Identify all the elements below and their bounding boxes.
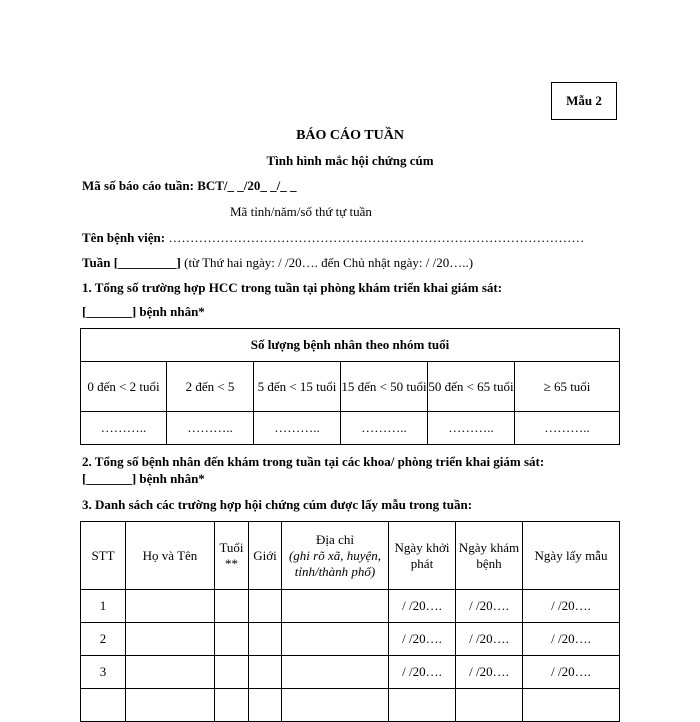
age-cell [215, 590, 249, 623]
col-header-stt: STT [81, 522, 126, 590]
age-count-cell: ……….. [81, 412, 167, 445]
col-header-visit: Ngày khám bệnh [456, 522, 523, 590]
name-cell [126, 623, 215, 656]
sample-table [80, 521, 620, 722]
section2-count: [_______] bệnh nhân* [82, 471, 205, 486]
table-row [81, 590, 620, 623]
col-header-sample: Ngày lấy mẫu [523, 522, 620, 590]
age-count-cell: ……….. [254, 412, 341, 445]
sample-date-cell: / /20…. [523, 623, 620, 656]
week-label: Tuần [_________] [82, 255, 181, 270]
section1-title: 1. Tổng số trường hợp HCC trong tuần tại phòng khám triển khai giám sát: [82, 280, 503, 295]
onset-cell: / /20…. [389, 623, 456, 656]
onset-cell: / /20…. [389, 590, 456, 623]
sex-cell [249, 623, 282, 656]
age-group-cell: 2 đến < 5 [167, 362, 254, 412]
sex-cell [249, 590, 282, 623]
hospital-line [82, 230, 584, 246]
address-cell [282, 656, 389, 689]
age-count-cell: ……….. [515, 412, 620, 445]
age-count-cell: ……….. [428, 412, 515, 445]
section3-title: 3. Danh sách các trường hợp hội chứng cúm được lấy mẫu trong tuần: [82, 497, 473, 512]
name-cell [126, 590, 215, 623]
section1-count: [_______] bệnh nhân* [82, 304, 205, 319]
visit-cell: / /20…. [456, 590, 523, 623]
report-subtitle: Tình hình mắc hội chứng cúm [266, 153, 434, 168]
sex-cell [249, 656, 282, 689]
stt-cell: 3 [81, 656, 126, 689]
address-header-note: (ghi rõ xã, huyện, tỉnh/thành phố) [288, 547, 382, 579]
report-code-hint: Mã tỉnh/năm/số thứ tự tuần [230, 204, 372, 219]
week-range: (từ Thứ hai ngày: / /20…. đến Chủ nhật ngày: / /20…..) [184, 255, 474, 270]
hospital-label: Tên bệnh viện: [82, 230, 166, 245]
visit-cell: / /20…. [456, 623, 523, 656]
report-code-label: Mã số báo cáo tuần: BCT/_ _/20_ _/_ _ [82, 178, 297, 193]
form-number-box [551, 82, 617, 120]
stt-cell: 2 [81, 623, 126, 656]
age-cell [215, 656, 249, 689]
col-header-sex: Giới [249, 522, 282, 590]
age-table-header: Số lượng bệnh nhân theo nhóm tuổi [81, 329, 620, 362]
sample-date-cell [523, 689, 620, 722]
age-group-cell: 50 đến < 65 tuổi [428, 362, 515, 412]
stt-cell: 1 [81, 590, 126, 623]
age-count-cell: ……….. [167, 412, 254, 445]
age-cell [215, 623, 249, 656]
age-header-mark: ** [225, 555, 238, 571]
hospital-dots: …………………………………………………………………………………… [168, 230, 585, 245]
age-group-cell: 5 đến < 15 tuổi [254, 362, 341, 412]
sample-date-cell: / /20…. [523, 590, 620, 623]
name-cell [126, 656, 215, 689]
sample-date-cell: / /20…. [523, 656, 620, 689]
report-title: BÁO CÁO TUẦN [296, 128, 404, 143]
week-line [82, 255, 473, 271]
onset-cell: / /20…. [389, 656, 456, 689]
col-header-address [282, 522, 389, 590]
col-header-onset: Ngày khởi phát [389, 522, 456, 590]
table-row [81, 656, 620, 689]
address-cell [282, 590, 389, 623]
address-header-label: Địa chỉ [316, 531, 354, 547]
address-cell [282, 689, 389, 722]
sex-cell [249, 689, 282, 722]
onset-cell [389, 689, 456, 722]
table-row [81, 689, 620, 722]
table-row [81, 623, 620, 656]
stt-cell [81, 689, 126, 722]
age-group-cell: ≥ 65 tuổi [515, 362, 620, 412]
name-cell [126, 689, 215, 722]
visit-cell [456, 689, 523, 722]
col-header-name: Họ và Tên [126, 522, 215, 590]
age-header-label: Tuổi [219, 539, 244, 555]
col-header-age [215, 522, 249, 590]
age-group-cell: 0 đến < 2 tuổi [81, 362, 167, 412]
section2-title: 2. Tổng số bệnh nhân đến khám trong tuần tại các khoa/ phòng triển khai giám sát: [82, 454, 545, 469]
age-count-cell: ……….. [341, 412, 428, 445]
address-cell [282, 623, 389, 656]
age-group-cell: 15 đến < 50 tuổi [341, 362, 428, 412]
age-group-table [80, 328, 620, 445]
form-number-label: Mẫu 2 [566, 93, 602, 108]
age-cell [215, 689, 249, 722]
visit-cell: / /20…. [456, 656, 523, 689]
